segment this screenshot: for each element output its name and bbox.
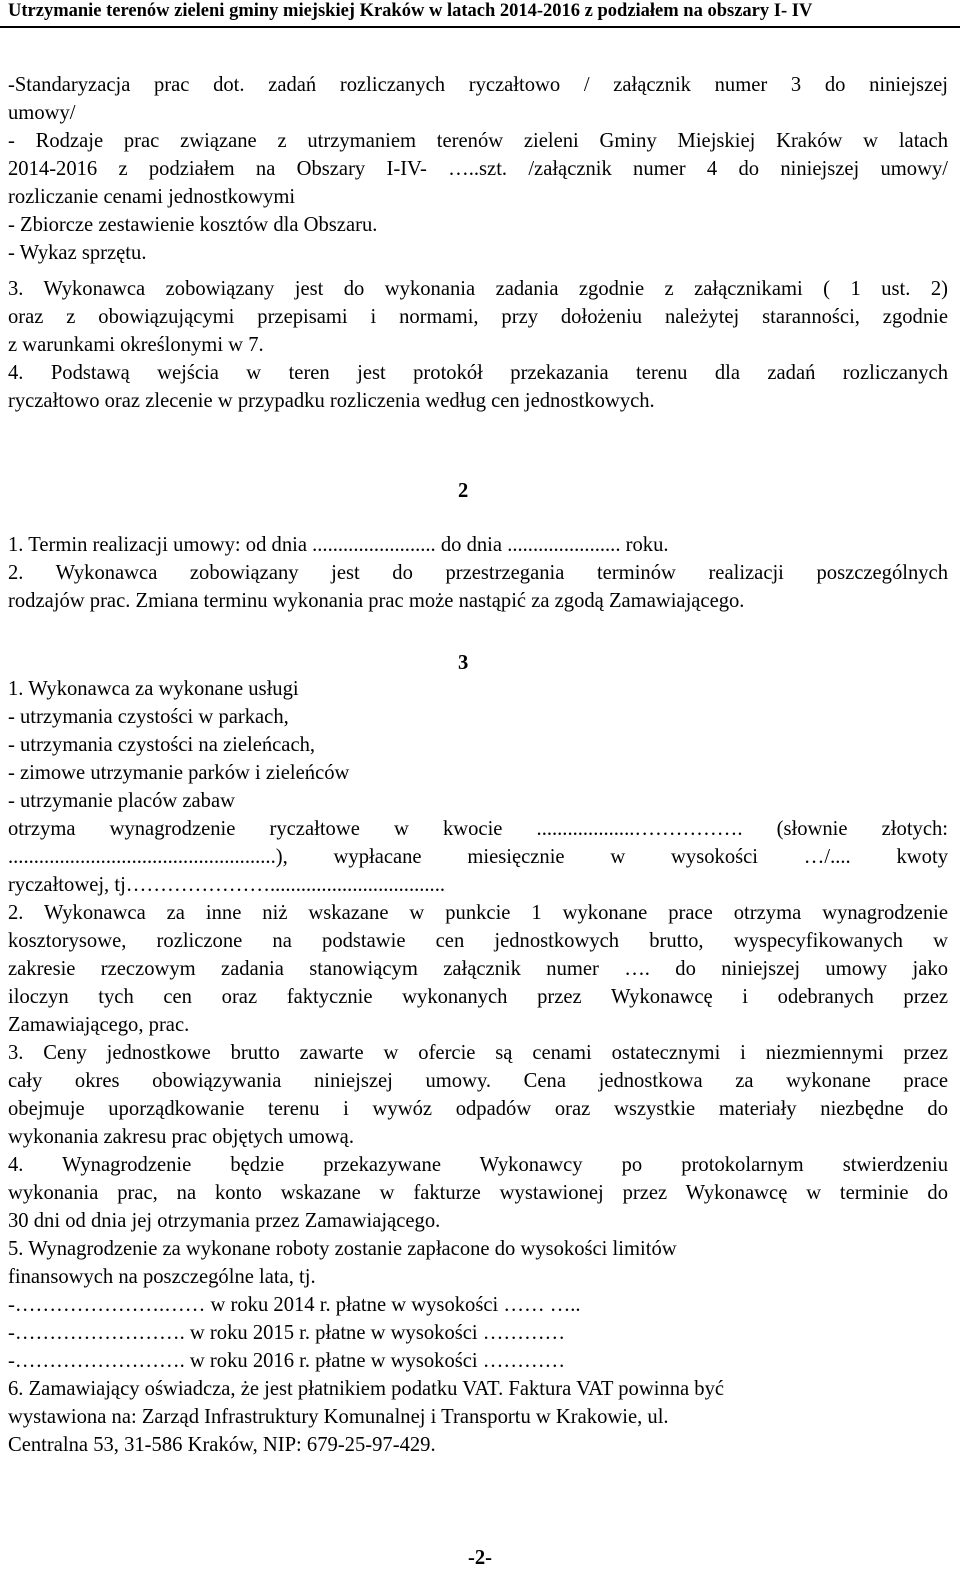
text-line: 3. Wykonawca zobowiązany jest do wykonania zadania zgodnie z załącznikami ( 1 ust. 2) <box>8 278 948 300</box>
text-line: iloczyn tych cen oraz faktycznie wykonanych przez Wykonawcę i odebranych przez <box>8 986 948 1008</box>
text-line: 1. Termin realizacji umowy: od dnia ........................ do dnia ...................... roku. <box>8 534 669 556</box>
text-line: finansowych na poszczególne lata, tj. <box>8 1266 316 1288</box>
text-line: rodzajów prac. Zmiana terminu wykonania prac może nastąpić za zgodą Zamawiającego. <box>8 590 745 612</box>
text-line: wykonania prac, na konto wskazane w fakturze wystawionej przez Wykonawcę w terminie do <box>8 1182 948 1204</box>
text-line: -……………………. w roku 2015 r. płatne w wysokości ………… <box>8 1322 566 1344</box>
text-line: 6. Zamawiający oświadcza, że jest płatnikiem podatku VAT. Faktura VAT powinna być <box>8 1378 725 1400</box>
text-line: ryczałtowej, tj………………….................................. <box>8 874 445 896</box>
text-line: 30 dni od dnia jej otrzymania przez Zamawiającego. <box>8 1210 441 1232</box>
text-line: 2014-2016 z podziałem na Obszary I-IV- …..szt. /załącznik numer 4 do niniejszej umowy/ <box>8 158 948 180</box>
text-line: -Standaryzacja prac dot. zadań rozliczanych ryczałtowo / załącznik numer 3 do niniejszej <box>8 74 948 96</box>
text-line: ....................................................), wypłacane miesięcznie w wysokości …/.... kwoty <box>8 846 948 868</box>
text-line: zakresie rzeczowym zadania stanowiącym załącznik numer …. do niniejszej umowy jako <box>8 958 948 980</box>
text-line: 5. Wynagrodzenie za wykonane roboty zostanie zapłacone do wysokości limitów <box>8 1238 677 1260</box>
text-line: - zimowe utrzymanie parków i zieleńców <box>8 762 350 784</box>
text-line: cały okres obowiązywania niniejszej umowy. Cena jednostkowa za wykonane prace <box>8 1070 948 1092</box>
text-line: -………………….…… w roku 2014 r. płatne w wysokości …… ….. <box>8 1294 581 1316</box>
text-line: - Wykaz sprzętu. <box>8 242 147 264</box>
text-line: 3. Ceny jednostkowe brutto zawarte w ofercie są cenami ostatecznymi i niezmiennymi przez <box>8 1042 948 1064</box>
text-line: otrzyma wynagrodzenie ryczałtowe w kwocie ...................……………. (słownie złotych: <box>8 818 948 840</box>
text-line: obejmuje uporządkowanie terenu i wywóz odpadów oraz wszystkie materiały niezbędne do <box>8 1098 948 1120</box>
text-line: Zamawiającego, prac. <box>8 1014 190 1036</box>
text-line: wykonania zakresu prac objętych umową. <box>8 1126 354 1148</box>
text-line: 4. Wynagrodzenie będzie przekazywane Wykonawcy po protokolarnym stwierdzeniu <box>8 1154 948 1176</box>
page-header: Utrzymanie terenów zieleni gminy miejskiej Kraków w latach 2014-2016 z podziałem na obszary I- IV <box>0 0 960 28</box>
text-line: -……………………. w roku 2016 r. płatne w wysokości ………… <box>8 1350 566 1372</box>
text-line: rozliczanie cenami jednostkowymi <box>8 186 296 208</box>
text-line: ryczałtowo oraz zlecenie w przypadku rozliczenia według cen jednostkowych. <box>8 390 655 412</box>
text-line: - Rodzaje prac związane z utrzymaniem terenów zieleni Gminy Miejskiej Kraków w latach <box>8 130 948 152</box>
text-line: - utrzymania czystości w parkach, <box>8 706 289 728</box>
text-line: - Zbiorcze zestawienie kosztów dla Obszaru. <box>8 214 378 236</box>
text-line: 2. Wykonawca zobowiązany jest do przestrzegania terminów realizacji poszczególnych <box>8 562 948 584</box>
text-line: umowy/ <box>8 102 76 124</box>
section-heading-2: 2 <box>458 480 469 502</box>
text-line: Centralna 53, 31-586 Kraków, NIP: 679-25-97-429. <box>8 1434 436 1456</box>
section-heading-3: 3 <box>458 652 469 674</box>
page-number: -2- <box>467 1547 492 1569</box>
text-line: wystawiona na: Zarząd Infrastruktury Komunalnej i Transportu w Krakowie, ul. <box>8 1406 669 1428</box>
text-line: z warunkami określonymi w 7. <box>8 334 264 356</box>
text-line: 2. Wykonawca za inne niż wskazane w punkcie 1 wykonane prace otrzyma wynagrodzenie <box>8 902 948 924</box>
text-line: - utrzymanie placów zabaw <box>8 790 235 812</box>
text-line: 1. Wykonawca za wykonane usługi <box>8 678 299 700</box>
text-line: kosztorysowe, rozliczone na podstawie cen jednostkowych brutto, wyspecyfikowanych w <box>8 930 948 952</box>
text-line: - utrzymania czystości na zieleńcach, <box>8 734 316 756</box>
text-line: oraz z obowiązującymi przepisami i normami, przy dołożeniu należytej staranności, zgodnie <box>8 306 948 328</box>
text-line: 4. Podstawą wejścia w teren jest protokół przekazania terenu dla zadań rozliczanych <box>8 362 948 384</box>
